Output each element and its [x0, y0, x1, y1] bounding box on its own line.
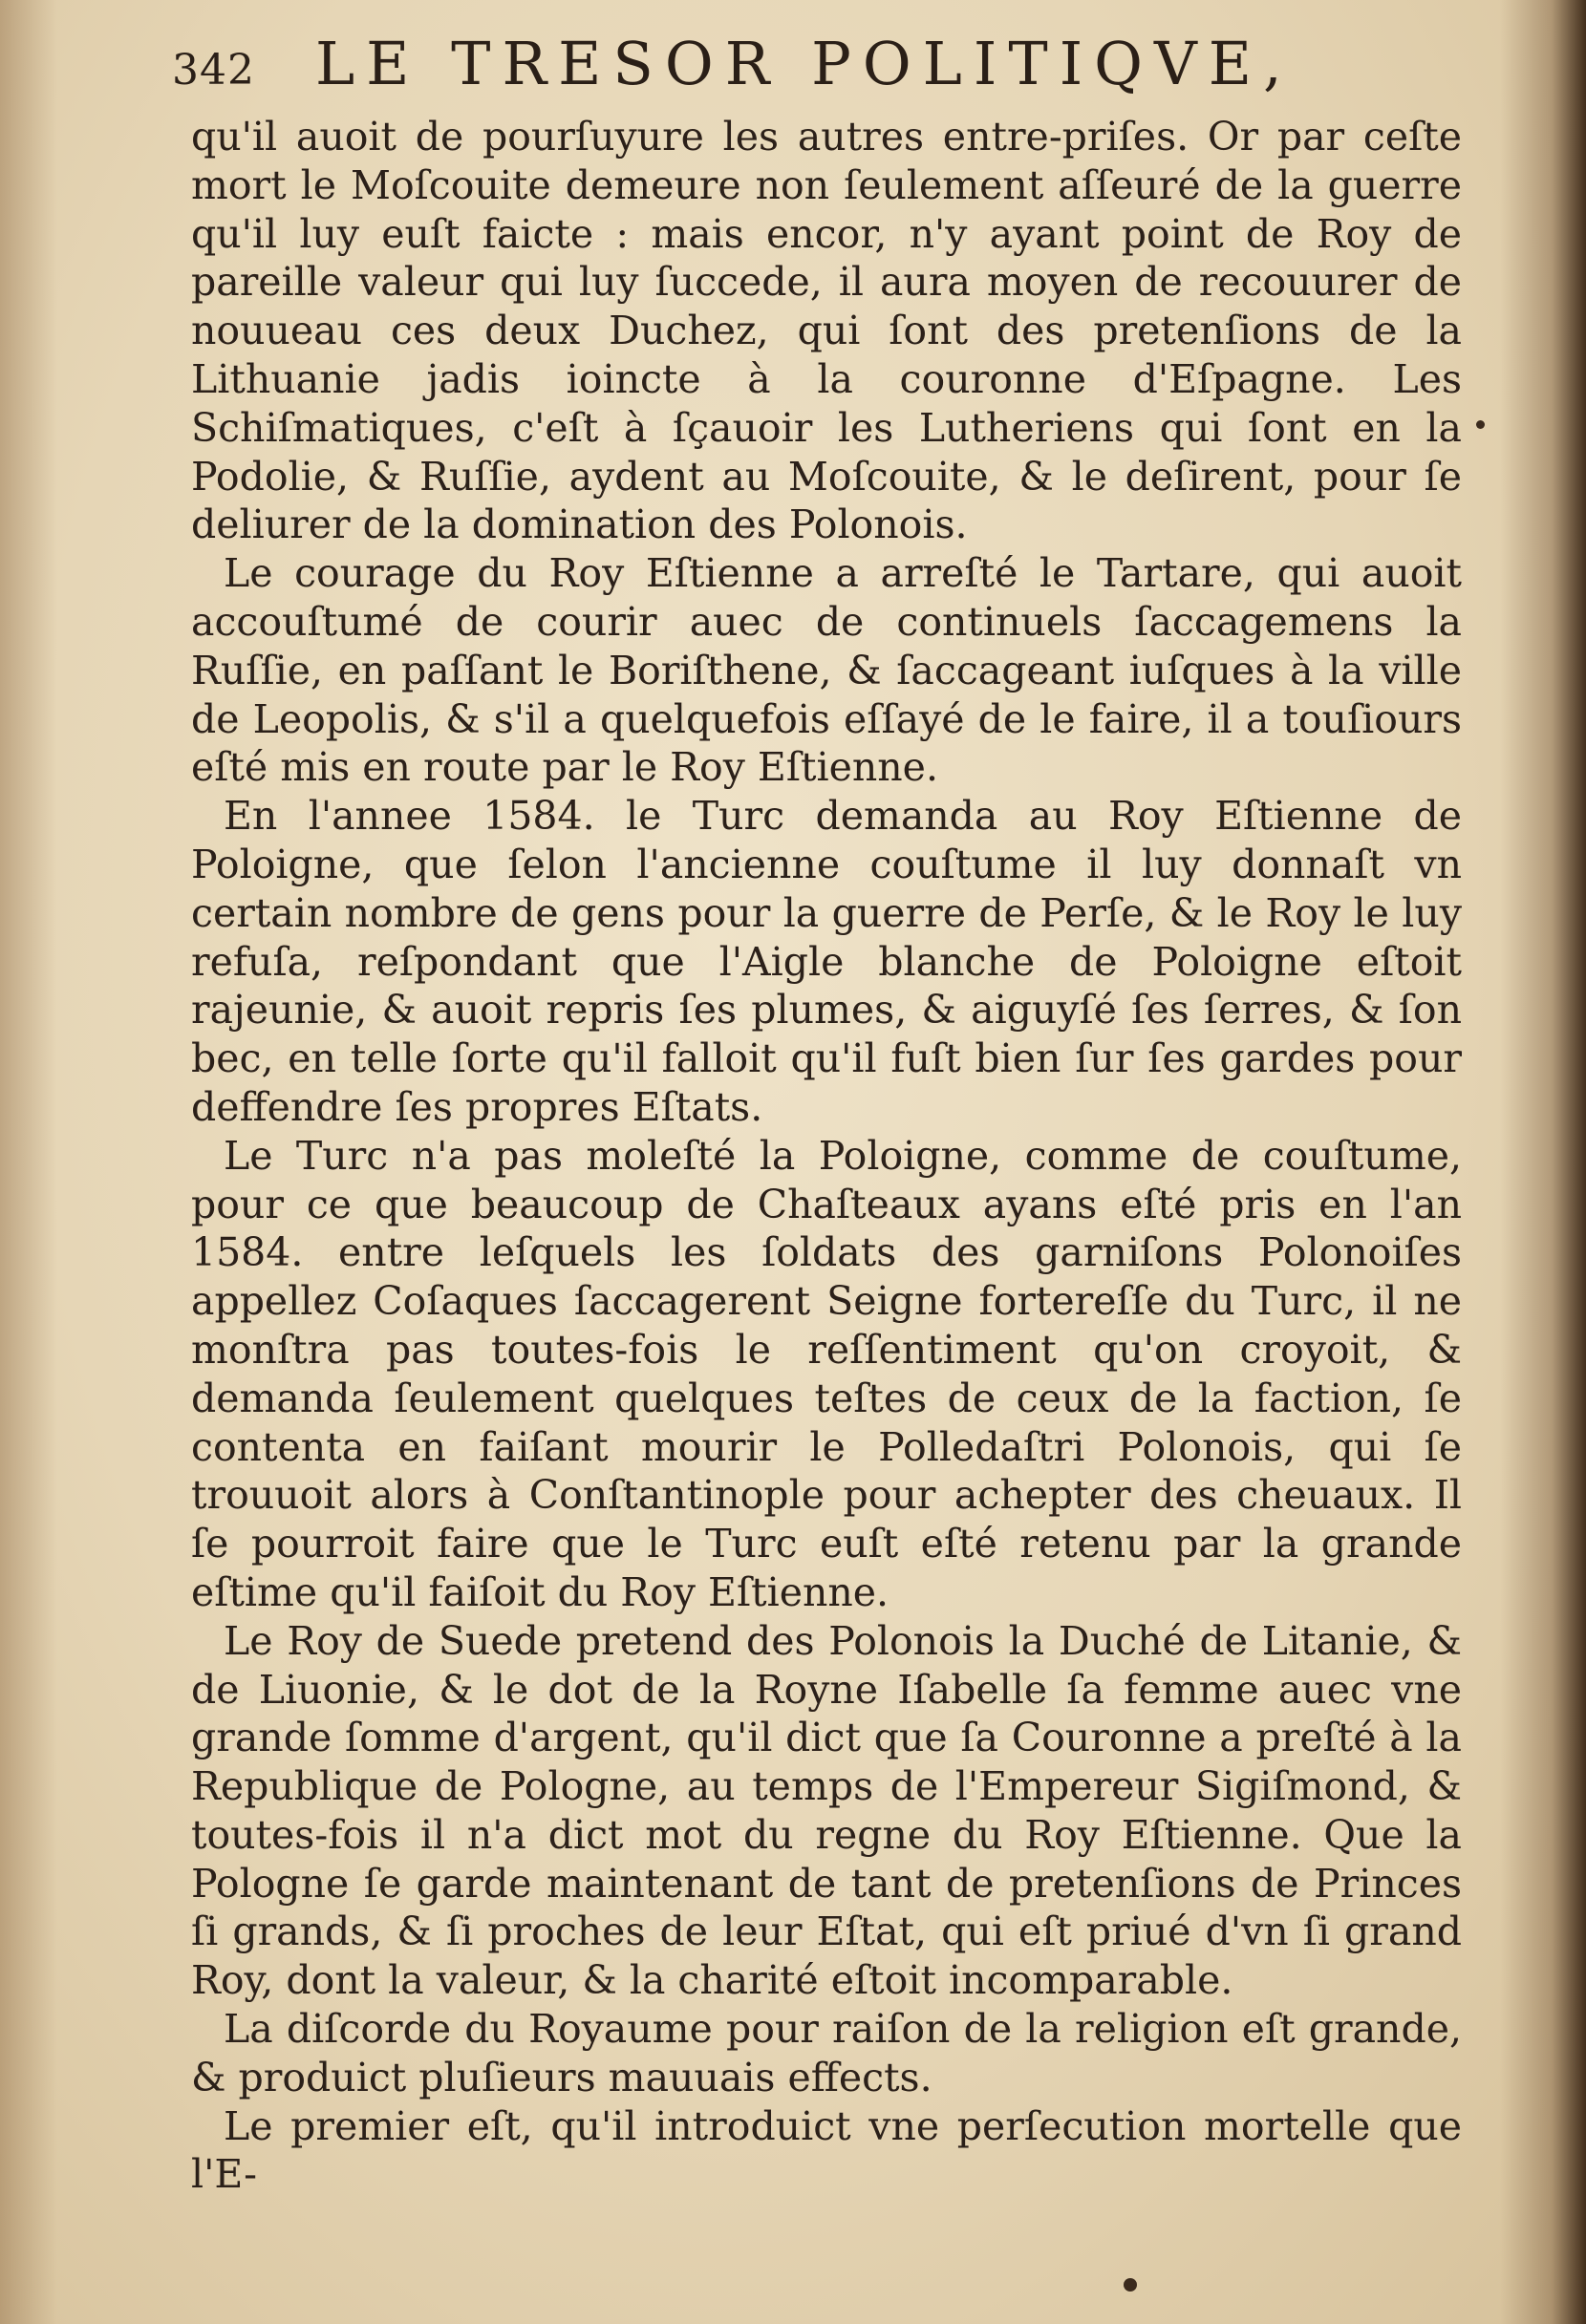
page-number: 342 — [172, 46, 255, 95]
paragraph-4: Le Turc n'a pas moleſté la Poloigne, comme de couſtume, pour ce que beaucoup de Chaſteaux ayans eſté pris en l'an 1584. entre leſquels les ſoldats des garniſons Polonoiſes appellez Coſaques ſaccagerent Seigne fortereſſe du Turc, il ne monſtra pas toutes-fois le reſſentiment qu'on croyoit, & demanda ſeulement quelques teſtes de ceux de la faction, ſe contenta en faiſant mourir le Polledaſtri Polonois, qui ſe trouuoit alors à Conſtantinople pour achepter des cheuaux. Il ſe pourroit faire que le Turc euſt eſté retenu par la grande eſtime qu'il faiſoit du Roy Eſtienne. — [191, 1132, 1462, 1615]
page-gutter-shadow — [0, 0, 57, 2324]
page-edge-shadow — [1500, 0, 1586, 2324]
paragraph-2: Le courage du Roy Eſtienne a arreſté le Tartare, qui auoit accouſtumé de courir auec de continuels ſaccagemens la Ruſſie, en paſſant le Boriſthene, & ſaccageant iuſques à la ville de Leopolis, & s'il a quelquefois eſſayé de le faire, il a touſiours eſté mis en route par le Roy Eſtienne. — [191, 550, 1462, 791]
paragraph-3: En l'annee 1584. le Turc demanda au Roy Eſtienne de Poloigne, que ſelon l'ancienne couſtume il luy donnaſt vn certain nombre de gens pour la guerre de Perſe, & le Roy le luy refuſa, reſpondant que l'Aigle blanche de Poloigne eſtoit rajeunie, & auoit repris ſes plumes, & aiguyſé ſes ſerres, & ſon bec, en telle ſorte qu'il falloit qu'il fuſt bien ſur ſes gardes pour deffendre ſes propres Eſtats. — [191, 793, 1462, 1130]
paragraph-6: La diſcorde du Royaume pour raiſon de la religion eſt grande, & produict pluſieurs mauuais effects. — [191, 2006, 1462, 2100]
ink-spot — [1476, 420, 1485, 429]
paragraph-1: qu'il auoit de pourſuyure les autres entre-priſes. Or par ceſte mort le Moſcouite demeure non ſeulement aſſeuré de la guerre qu'il luy euſt faicte : mais encor, n'y ayant point de Roy de pareille valeur qui luy ſuccede, il aura moyen de recouurer de nouueau ces deux Duchez, qui ſont des pretenſions de la Lithuanie jadis ioincte à la couronne d'Eſpagne. Les Schiſmatiques, c'eſt à ſçauoir les Lutheriens qui ſont en la Podolie, & Ruſſie, aydent au Moſcouite, & le deſirent, pour ſe deliurer de la domination des Polonois. — [191, 114, 1462, 548]
ink-spot — [1124, 2278, 1137, 2292]
body-text — [191, 113, 1462, 2199]
paragraph-7: Le premier eſt, qu'il introduict vne perſecution mortelle que l'E- — [191, 2102, 1462, 2198]
page-header — [172, 29, 1471, 115]
running-title: LE TRESOR POLITIQVE, — [315, 29, 1294, 98]
paragraph-5: Le Roy de Suede pretend des Polonois la Duché de Litanie, & de Liuonie, & le dot de la Royne Iſabelle ſa femme auec vne grande ſomme d'argent, qu'il dict que ſa Couronne a preſté à la Republique de Pologne, au temps de l'Empereur Sigiſmond, & toutes-fois il n'a dict mot du regne du Roy Eſtienne. Que la Pologne ſe garde maintenant de tant de pretenſions de Princes ſi grands, & ſi proches de leur Eſtat, qui eſt priué d'vn ſi grand Roy, dont la valeur, & la charité eſtoit incomparable. — [191, 1617, 1462, 2004]
